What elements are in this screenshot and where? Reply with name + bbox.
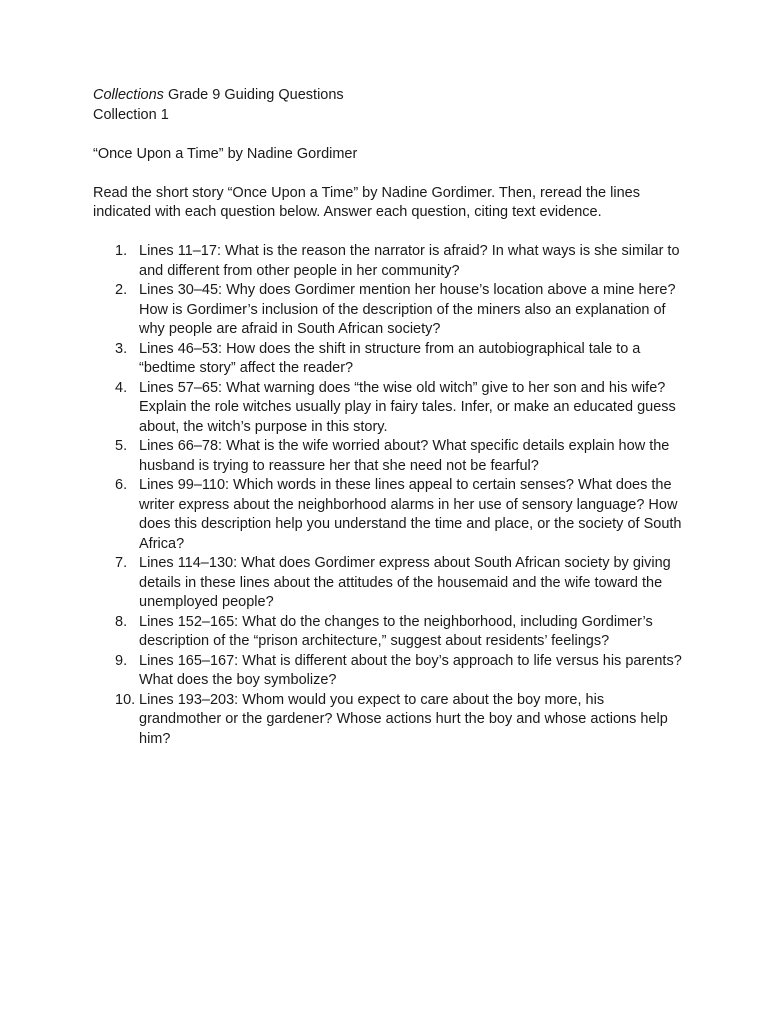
question-text: Lines 165–167: What is different about the boy’s approach to life versus his parents? What does the boy symbolize? [139,652,682,688]
question-item [93,242,683,281]
title-rest: Grade 9 Guiding Questions [163,87,344,103]
question-text: Lines 99–110: Which words in these lines appeal to certain senses? What does the writer express about the neighborhood alarms in her use of sensory language? How does this description help you understand the time and place, or the society of South Africa? [139,477,682,552]
question-item [93,281,683,340]
question-text: Lines 57–65: What warning does “the wise old witch” give to her son and his wife? Explain the role witches usually play in fairy tales. Infer, or make an educated guess about, the witch’s purpose in this story. [139,379,676,435]
question-item [93,613,683,652]
question-text: Lines 11–17: What is the reason the narrator is afraid? In what ways is she similar to and different from other people in her community? [139,243,680,279]
question-number: 4. [115,379,128,396]
question-item [93,554,683,613]
question-number: 6. [115,477,128,493]
question-text: Lines 30–45: Why does Gordimer mention her house’s location above a mine here? How is Gordimer’s inclusion of the description of the miners also an explanation of why people are afraid in South African society? [139,282,676,337]
story-title: “Once Upon a Time” by Nadine Gordimer [93,145,358,162]
question-number: 5. [115,438,128,454]
question-item [93,652,683,691]
spacer [93,164,678,184]
question-number: 8. [115,613,128,630]
question-number: 2. [115,282,128,298]
document-title [93,86,678,106]
question-item [93,691,683,750]
spacer [93,223,678,243]
question-text: Lines 152–165: What do the changes to the neighborhood, including Gordimer’s description of the “prison architecture,” suggest about residents’ feelings? [139,613,653,649]
spacer [93,125,678,145]
question-list [93,242,683,749]
question-item [93,340,683,379]
question-item [93,476,683,554]
question-text: Lines 46–53: How does the shift in structure from an autobiographical tale to a “bedtime story” affect the reader? [139,340,641,376]
instructions-paragraph: Read the short story “Once Upon a Time” by Nadine Gordimer. Then, reread the lines indicated with each question below. Answer each question, citing text evidence. [93,184,640,220]
question-item [93,437,683,476]
collection-label: Collection 1 [93,106,169,123]
question-text: Lines 66–78: What is the wife worried about? What specific details explain how the husband is trying to reassure her that she need not be fearful? [139,438,670,474]
question-number: 7. [115,555,128,571]
question-item [93,379,683,438]
question-number: 1. [115,243,128,259]
question-number: 9. [115,652,128,669]
title-italic: Collections [93,87,164,103]
question-text: Lines 114–130: What does Gordimer express about South African society by giving details in these lines about the attitudes of the housemaid and the wife toward the unemployed people? [139,555,671,610]
question-text: Lines 193–203: Whom would you expect to care about the boy more, his grandmother or the gardener? Whose actions hurt the boy and whose actions help him? [139,691,668,747]
question-number: 10. [115,691,136,708]
question-number: 3. [115,340,128,357]
